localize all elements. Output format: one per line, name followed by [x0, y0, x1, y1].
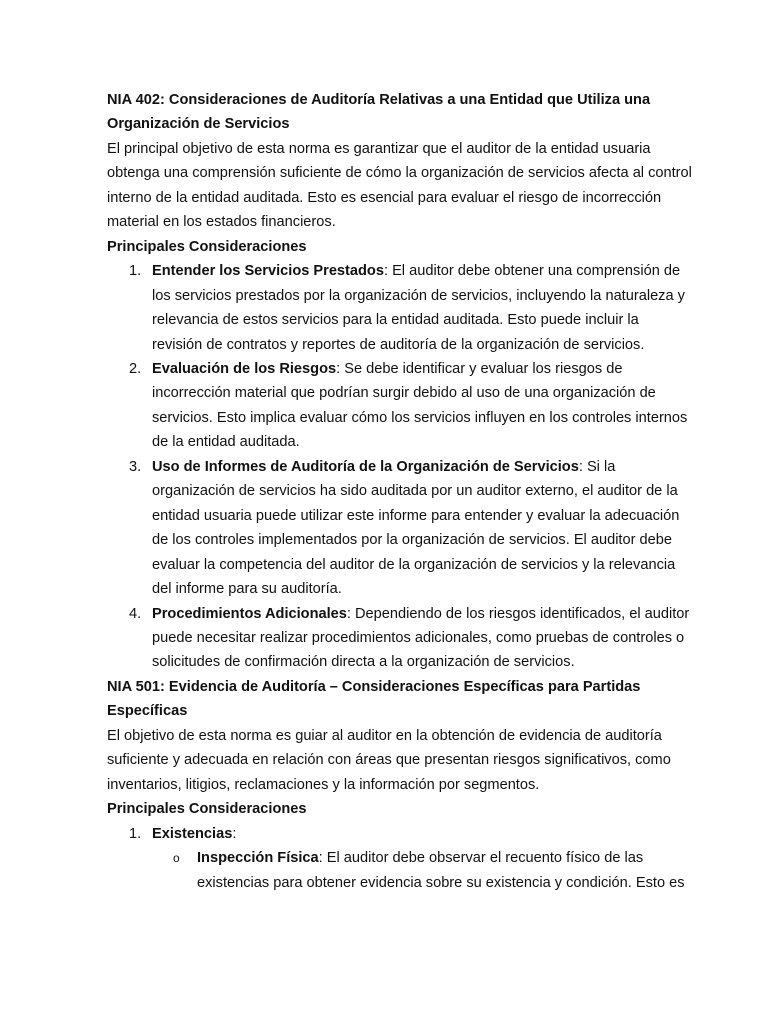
item-term: Evaluación de los Riesgos — [152, 360, 337, 377]
item-line: de los controles implementados por la organización de servicios. El auditor debe — [152, 532, 672, 549]
item-text: : Se debe identificar y evaluar los riesgos de — [336, 360, 623, 377]
item-line: revisión de contratos y reportes de auditoría de la organización de servicios. — [152, 336, 645, 353]
list-number: 1. — [129, 263, 142, 280]
subheading: Principales Consideraciones — [107, 801, 307, 818]
item-line: incorrección material que podrían surgir debido al uso de una organización de — [152, 385, 656, 402]
paragraph-line: obtenga una comprensión suficiente de cómo la organización de servicios afecta al control — [107, 165, 692, 182]
section-title-line: Específicas — [107, 703, 188, 720]
item-text: : Dependiendo de los riesgos identificados, el auditor — [346, 605, 690, 622]
list-number: 1. — [129, 825, 142, 842]
item-line: servicios. Esto implica evaluar cómo los servicios influyen en los controles internos — [152, 409, 688, 426]
paragraph-line: inventarios, litigios, reclamaciones y la información por segmentos. — [107, 776, 540, 793]
item-term: Procedimientos Adicionales — [152, 605, 347, 622]
item-term: Uso de Informes de Auditoría de la Organización de Servicios — [152, 458, 579, 475]
section-title-line: Organización de Servicios — [107, 116, 290, 133]
list-number: 3. — [129, 458, 142, 475]
paragraph-line: interno de la entidad auditada. Esto es esencial para evaluar el riesgo de incorrección — [107, 189, 662, 206]
item-line: relevancia de estos servicios para la entidad auditada. Esto puede incluir la — [152, 312, 639, 329]
section-nia-501 — [107, 675, 685, 895]
item-line: de la entidad auditada. — [152, 434, 300, 451]
list-item — [107, 455, 680, 602]
item-line: entidad usuaria puede utilizar este informe para entender y evaluar la adecuación — [152, 507, 680, 524]
item-line: organización de servicios ha sido auditada por un auditor externo, el auditor de la — [152, 483, 678, 500]
list-item — [107, 259, 685, 357]
paragraph-line: El objetivo de esta norma es guiar al auditor en la obtención de evidencia de auditoría — [107, 727, 662, 744]
section-title-line: NIA 402: Consideraciones de Auditoría Relativas a una Entidad que Utiliza una — [107, 92, 651, 108]
item-line: evaluar la competencia del auditor de la organización de servicios y la relevancia — [152, 556, 676, 573]
paragraph-line: El principal objetivo de esta norma es garantizar que el auditor de la entidad usuaria — [107, 140, 651, 157]
paragraph-line: material en los estados financieros. — [107, 214, 336, 231]
list-number: 4. — [129, 605, 142, 622]
item-text: : El auditor debe observar el recuento físico de las — [318, 850, 644, 867]
item-text: : — [232, 825, 237, 842]
item-line: puede necesitar realizar procedimientos adicionales, como pruebas de controles o — [152, 629, 685, 646]
item-text: : Si la — [578, 458, 616, 475]
item-line: los servicios prestados por la organización de servicios, incluyendo la naturaleza y — [152, 287, 685, 304]
list-item — [107, 357, 688, 455]
list-item — [107, 602, 690, 675]
sub-list-item — [107, 846, 685, 895]
document-page — [107, 88, 692, 895]
list-number: 2. — [129, 360, 142, 377]
item-term: Inspección Física — [197, 850, 319, 867]
item-term: Existencias — [152, 825, 233, 842]
item-line: existencias para obtener evidencia sobre su existencia y condición. Esto es — [197, 874, 685, 891]
list-item — [107, 822, 667, 846]
circle-bullet-icon: o — [173, 851, 180, 866]
item-text: : El auditor debe obtener una comprensión de — [383, 263, 681, 280]
item-line: solicitudes de confirmación directa a la organización de servicios. — [152, 654, 575, 671]
section-title-line: NIA 501: Evidencia de Auditoría – Consideraciones Específicas para Partidas — [107, 678, 641, 695]
paragraph-line: suficiente y adecuada en relación con áreas que presentan riesgos significativos, como — [107, 752, 671, 769]
item-term: Entender los Servicios Prestados — [152, 263, 384, 280]
section-nia-402 — [107, 88, 692, 675]
item-line: del informe para su auditoría. — [152, 581, 342, 598]
subheading: Principales Consideraciones — [107, 238, 307, 255]
